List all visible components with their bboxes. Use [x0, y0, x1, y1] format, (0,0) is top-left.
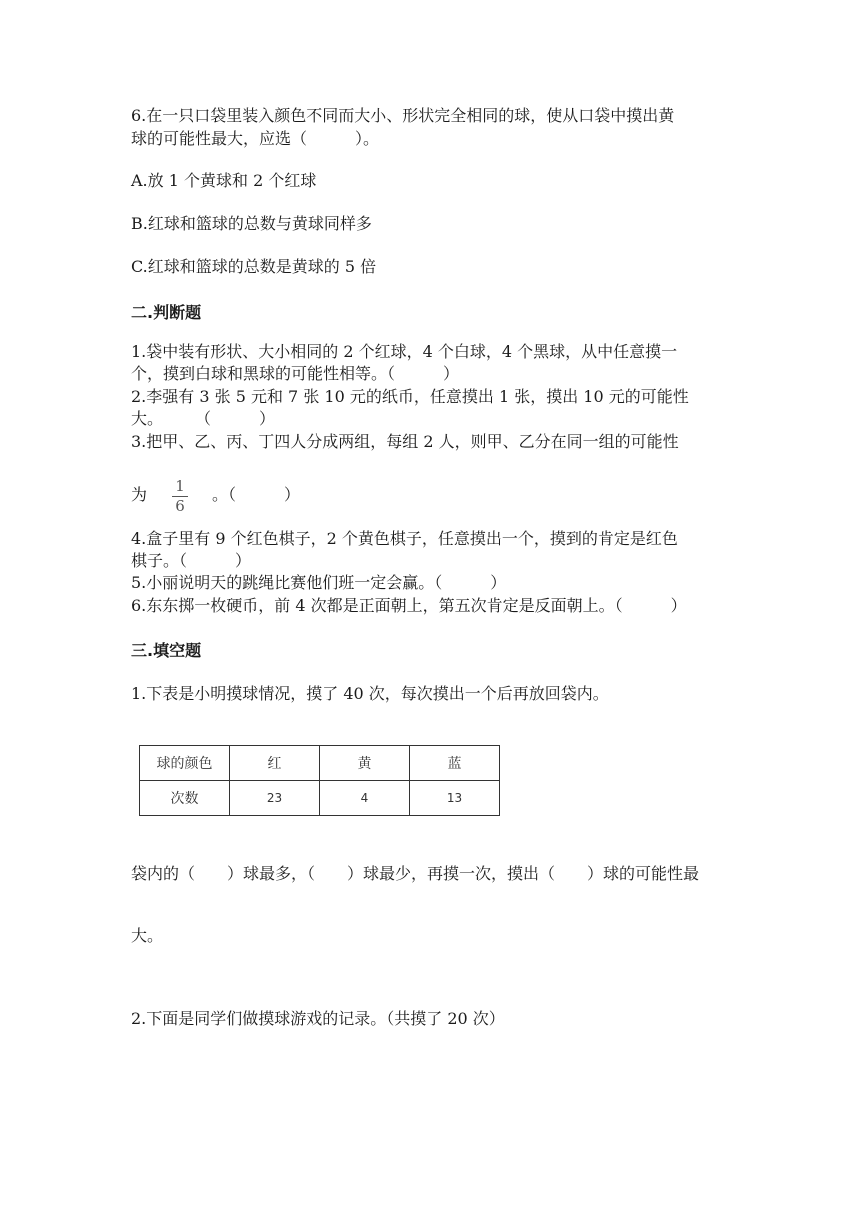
- judge-q3-suffix: 。（ ）: [212, 485, 301, 504]
- judge-q5: 5.小丽说明天的跳绳比赛他们班一定会赢。（ ）: [131, 573, 507, 592]
- fill-q2: 2.下面是同学们做摸球游戏的记录。（共摸了 20 次）: [131, 1009, 505, 1028]
- table-header-cell: 红: [230, 746, 320, 781]
- judge-q4-line-1: 4.盒子里有 9 个红色棋子，2 个黄色棋子，任意摸出一个，摸到的肯定是红色: [131, 529, 678, 548]
- judge-q3-prefix: 为: [131, 485, 148, 504]
- table-cell: 23: [230, 781, 320, 816]
- ball-count-table: [139, 745, 500, 816]
- judge-q4-line-2: 棋子。（ ）: [131, 551, 252, 570]
- judge-q2-line-1: 2.李强有 3 张 5 元和 7 张 10 元的纸币，任意摸出 1 张，摸出 10 元的可能性: [131, 387, 689, 406]
- table-header-row: [140, 746, 500, 781]
- table-header-cell: 蓝: [410, 746, 500, 781]
- judge-q1-line-2: 个，摸到白球和黑球的可能性相等。（ ）: [131, 364, 460, 383]
- fraction-one-sixth: [172, 478, 188, 515]
- q6-choice-line-2: 球的可能性最大，应选（ ）。: [131, 129, 380, 148]
- option-b: B.红球和篮球的总数与黄球同样多: [131, 214, 372, 233]
- fill-q1-line-1: 袋内的（ ）球最多，（ ）球最少，再摸一次，摸出（ ）球的可能性最: [131, 864, 700, 883]
- judge-q2-line-2: 大。 （ ）: [131, 409, 276, 428]
- table-header-cell: 球的颜色: [140, 746, 230, 781]
- option-c: C.红球和篮球的总数是黄球的 5 倍: [131, 257, 377, 276]
- fill-q1-line-2: 大。: [131, 926, 164, 945]
- table-cell: 4: [320, 781, 410, 816]
- table-cell: 13: [410, 781, 500, 816]
- fill-q1-intro: 1.下表是小明摸球情况，摸了 40 次，每次摸出一个后再放回袋内。: [131, 684, 609, 703]
- table-row-label: 次数: [140, 781, 230, 816]
- option-a: A.放 1 个黄球和 2 个红球: [131, 171, 317, 190]
- table-header-cell: 黄: [320, 746, 410, 781]
- judge-q3-line-1: 3.把甲、乙、丙、丁四人分成两组，每组 2 人，则甲、乙分在同一组的可能性: [131, 432, 679, 451]
- q6-choice-line-1: 6.在一只口袋里装入颜色不同而大小、形状完全相同的球，使从口袋中摸出黄: [131, 106, 675, 125]
- section-3-title: 三.填空题: [131, 641, 202, 660]
- judge-q6: 6.东东掷一枚硬币，前 4 次都是正面朝上，第五次肯定是反面朝上。（ ）: [131, 596, 687, 615]
- fraction-numerator: 1: [175, 477, 185, 495]
- fraction-denominator: 6: [175, 497, 185, 515]
- section-2-title: 二.判断题: [131, 303, 202, 322]
- table-row: [140, 781, 500, 816]
- judge-q1-line-1: 1.袋中装有形状、大小相同的 2 个红球，4 个白球，4 个黑球，从中任意摸一: [131, 342, 678, 361]
